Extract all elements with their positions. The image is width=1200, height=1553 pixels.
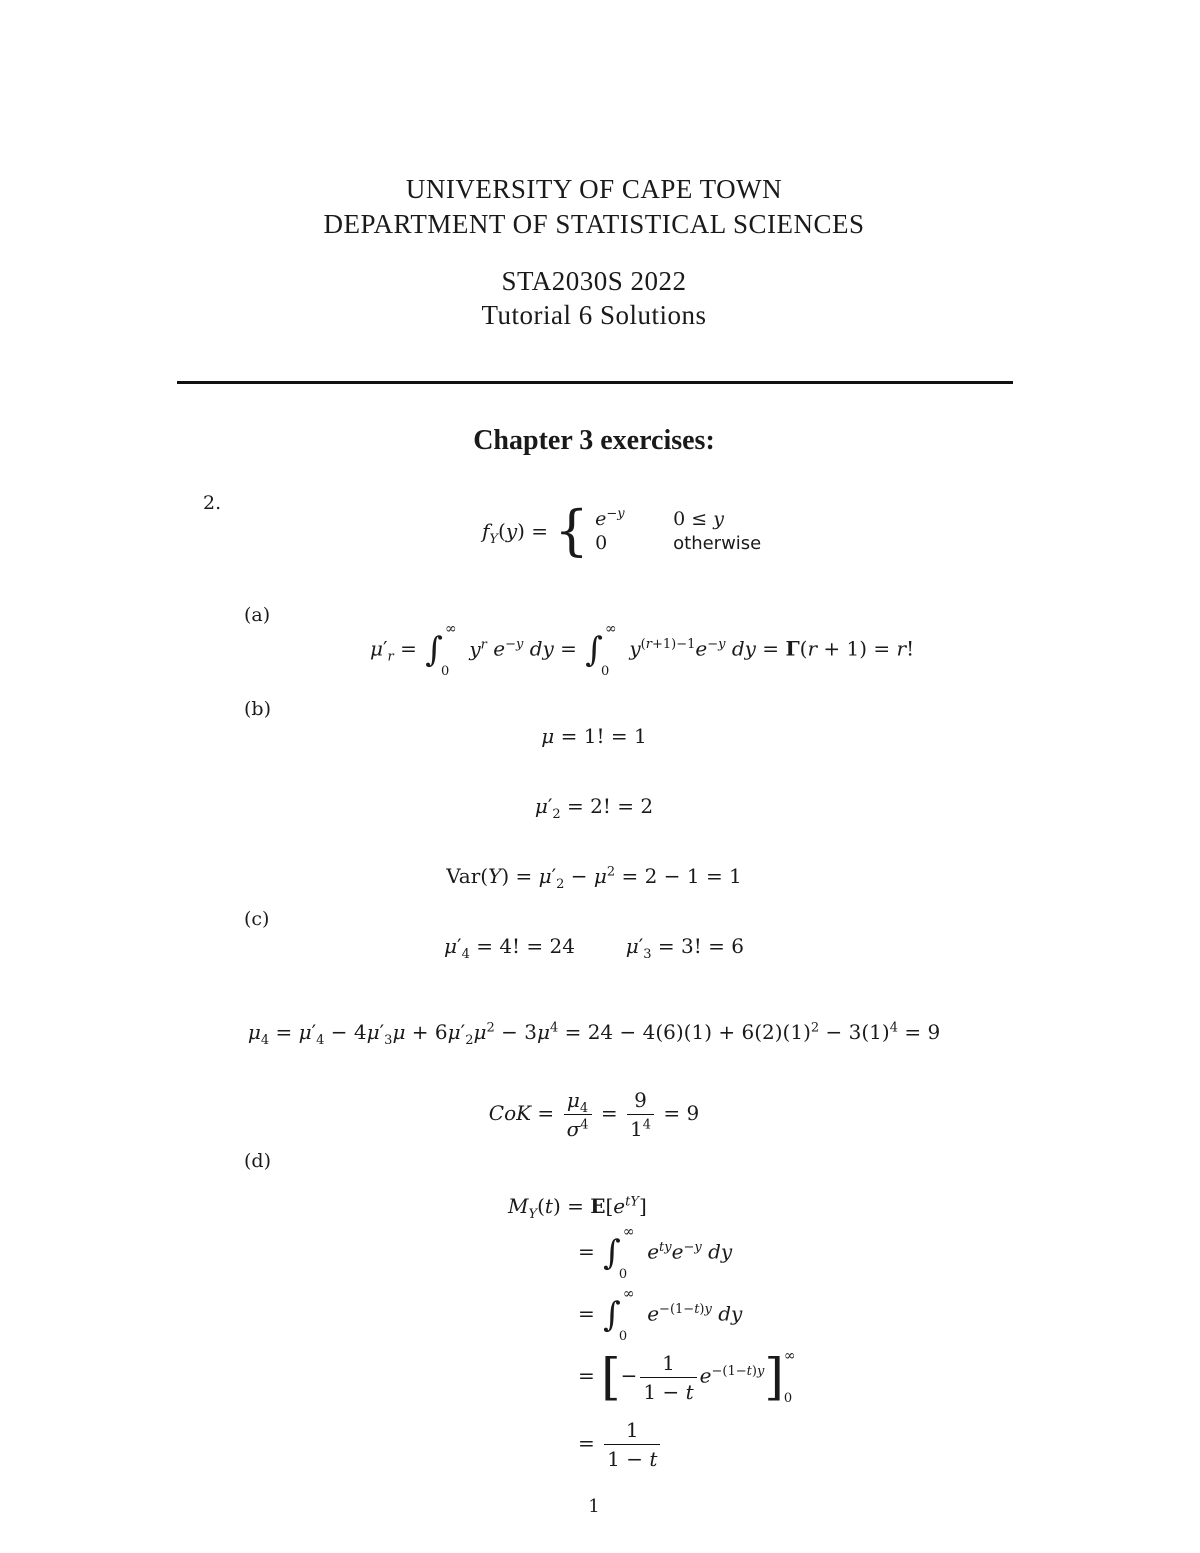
eq-central-fourth-moment: $\mu_4 = \mu'_4 - 4\mu'_3\mu + 6\mu'_2\mu^2 - 3\mu^4 = 24 - 4(6)(1) + 6(2)(1)^2 - 3(1)^4 = 9$	[247, 1020, 941, 1048]
eq-second-moment: $\mu'_2 = 2$! = 2	[534, 794, 654, 822]
page-number: 1	[588, 1496, 600, 1517]
part-b-label: (b)	[244, 698, 271, 720]
document-title: Tutorial 6 Solutions	[481, 300, 707, 330]
eq-variance: $Var(Y) = \mu'_2 - \mu^2 = 2 - 1 = 1$	[446, 864, 742, 892]
pdf-equation: $f_Y(y)$ = { $e^{-y}$ 0 ≤ y 0 otherwise	[482, 499, 762, 562]
horizontal-rule	[177, 381, 1013, 384]
eq-mgf-line3: = ∫ ∞ 0 $e^{-(1-t)y}$ dy	[578, 1286, 743, 1344]
eq-mgf-line2: = ∫ ∞ 0 $e^{ty}e^{-y}$ dy	[578, 1224, 733, 1282]
eq-mgf-line5: = $\frac{1}{1 - t}$	[578, 1418, 663, 1471]
part-d-label: (d)	[244, 1150, 271, 1172]
eq-mean: μ = 1! = 1	[541, 724, 647, 748]
eq-fourth-third-moment: $\mu'_4 = 4$! = 24 $\mu'_3 = 3$! = 6	[444, 934, 744, 962]
eq-mgf-line1: $M_Y(t) = E[e^{tY}]$	[508, 1194, 647, 1222]
department-name: DEPARTMENT OF STATISTICAL SCIENCES	[323, 209, 865, 239]
eq-mgf-line4: = [− $\frac{1}{1 - t}$ $e^{-(1-t)y}$] ∞ 0	[578, 1348, 796, 1406]
part-a-label: (a)	[244, 604, 271, 626]
question-number: 2.	[203, 492, 222, 514]
eq-part-a: $\mu'_r$ = ∫ ∞ 0 $y^r$ $e^{-y}$ dy = ∫ ∞ 0 $y^{(r+1)-1}e^{-y}$ dy = Γ(r + 1) = r!	[370, 621, 915, 679]
eq-coefficient-kurtosis: CoK = $\frac{\mu_4}{\sigma^4}$ = $\frac{9}{1^4}$ = 9	[488, 1088, 700, 1141]
part-c-label: (c)	[244, 908, 270, 930]
course-code: STA2030S 2022	[501, 266, 687, 296]
chapter-heading: Chapter 3 exercises:	[473, 425, 715, 456]
university-name: UNIVERSITY OF CAPE TOWN	[405, 174, 783, 204]
